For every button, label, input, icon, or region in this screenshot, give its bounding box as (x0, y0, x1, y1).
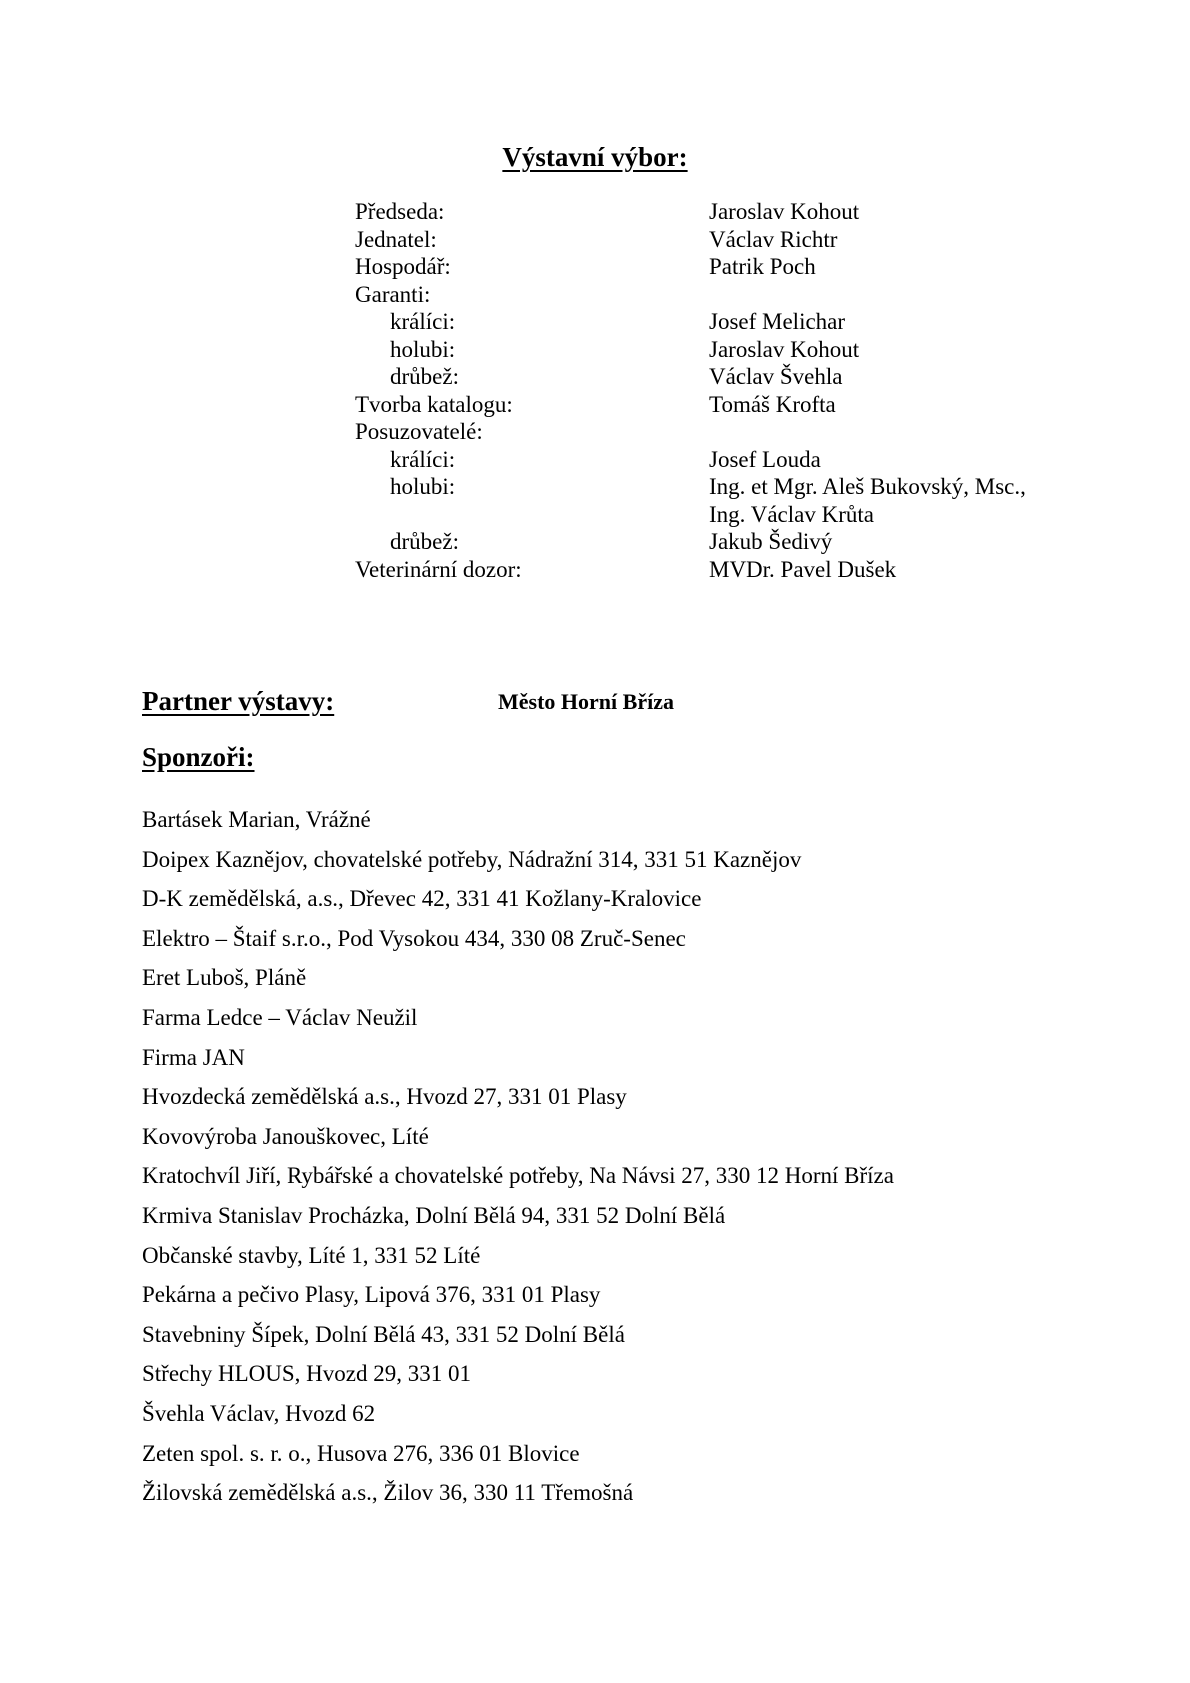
committee-list (355, 198, 1115, 583)
committee-row (355, 473, 1115, 501)
committee-row (355, 253, 1115, 281)
committee-role: holubi: (390, 474, 456, 499)
committee-role: Předseda: (355, 199, 445, 224)
committee-role: Posuzovatelé: (355, 419, 483, 444)
committee-row (355, 198, 1115, 226)
sponsor-item: Žilovská zemědělská a.s., Žilov 36, 330 11 Třemošná (142, 1480, 634, 1506)
committee-member-name: Josef Louda (709, 446, 821, 472)
sponsor-item: Farma Ledce – Václav Neužil (142, 1004, 418, 1030)
sponsor-item: Kratochvíl Jiří, Rybářské a chovatelské potřeby, Na Návsi 27, 330 12 Horní Bříza (142, 1163, 894, 1189)
committee-member-name: Václav Švehla (709, 364, 843, 389)
committee-role: holubi: (390, 336, 456, 362)
committee-row (355, 556, 1115, 584)
committee-row (355, 391, 1115, 419)
sponsor-item: Firma JAN (142, 1044, 245, 1070)
committee-row (355, 363, 1115, 391)
sponsor-item: Občanské stavby, Líté 1, 331 52 Líté (142, 1242, 481, 1268)
committee-member-name: Patrik Poch (709, 254, 816, 279)
committee-row (355, 308, 1115, 336)
committee-role: Jednatel: (355, 226, 437, 252)
committee-role: Tvorba katalogu: (355, 391, 513, 417)
committee-role: drůbež: (390, 529, 459, 554)
committee-member-name: Václav Richtr (709, 226, 838, 252)
committee-member-name: Josef Melichar (709, 309, 846, 334)
partner-name: Město Horní Bříza (498, 689, 674, 714)
sponsor-item: D-K zemědělská, a.s., Dřevec 42, 331 41 Kožlany-Kralovice (142, 886, 702, 912)
committee-member-name: Jaroslav Kohout (709, 199, 860, 224)
sponsor-item: Doipex Kaznějov, chovatelské potřeby, Nádražní 314, 331 51 Kaznějov (142, 846, 802, 872)
committee-row (355, 418, 1115, 446)
sponsor-item: Elektro – Štaif s.r.o., Pod Vysokou 434, 330 08 Zruč-Senec (142, 925, 686, 951)
sponsors-list (142, 806, 1142, 1519)
partner-section (142, 684, 1042, 718)
committee-member-name: Tomáš Krofta (709, 391, 836, 417)
committee-title: Výstavní výbor: (502, 142, 688, 172)
committee-role: králíci: (390, 309, 456, 334)
sponsor-item: Stavebniny Šípek, Dolní Bělá 43, 331 52 Dolní Bělá (142, 1321, 625, 1347)
committee-role: drůbež: (390, 364, 459, 389)
sponsor-item: Kovovýroba Janouškovec, Líté (142, 1123, 429, 1149)
committee-member-name: Ing. et Mgr. Aleš Bukovský, Msc., (709, 474, 1026, 499)
committee-row (355, 501, 1115, 529)
committee-member-name: MVDr. Pavel Dušek (709, 556, 897, 582)
committee-role: Hospodář: (355, 254, 451, 279)
sponsor-item: Švehla Václav, Hvozd 62 (142, 1400, 376, 1426)
committee-member-name: Jakub Šedivý (709, 529, 833, 554)
partner-heading: Partner výstavy: (142, 686, 335, 716)
committee-role: králíci: (390, 446, 456, 472)
sponsor-item: Eret Luboš, Pláně (142, 965, 307, 991)
sponsor-item: Krmiva Stanislav Procházka, Dolní Bělá 94, 331 52 Dolní Bělá (142, 1202, 726, 1228)
sponsor-item: Zeten spol. s. r. o., Husova 276, 336 01 Blovice (142, 1440, 580, 1466)
committee-row (355, 336, 1115, 364)
committee-row (355, 446, 1115, 474)
committee-row (355, 528, 1115, 556)
sponsor-item: Střechy HLOUS, Hvozd 29, 331 01 (142, 1361, 471, 1387)
sponsor-item: Pekárna a pečivo Plasy, Lipová 376, 331 01 Plasy (142, 1282, 601, 1308)
sponsor-item: Bartásek Marian, Vrážné (142, 807, 371, 832)
committee-member-name: Jaroslav Kohout (709, 336, 860, 362)
committee-member-name: Ing. Václav Krůta (709, 501, 874, 527)
sponsors-heading: Sponzoři: (142, 742, 255, 772)
committee-role (355, 501, 709, 529)
committee-role: Veterinární dozor: (355, 556, 522, 582)
committee-row (355, 226, 1115, 254)
committee-row (355, 281, 1115, 309)
committee-role: Garanti: (355, 281, 431, 307)
sponsor-item: Hvozdecká zemědělská a.s., Hvozd 27, 331 01 Plasy (142, 1084, 627, 1110)
